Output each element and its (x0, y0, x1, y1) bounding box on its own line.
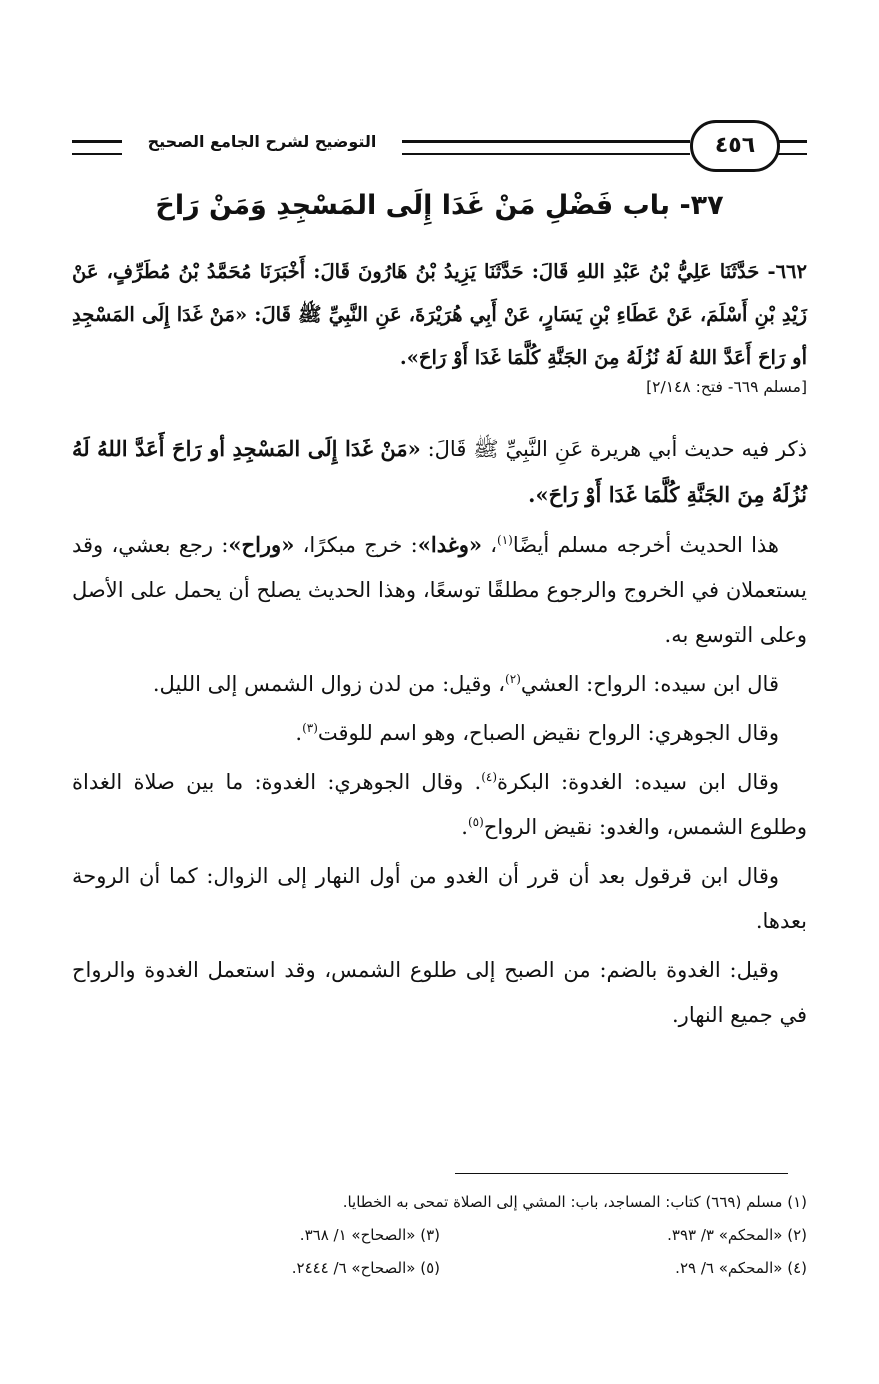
p2-text-a: هذا الحديث أخرجه مسلم أيضًا (512, 533, 780, 557)
p2-text-b: ، (481, 533, 498, 557)
paragraph-1 (72, 426, 807, 518)
footnote-5: (٥) «الصحاح» ٦/ ٢٤٤٤. (291, 1259, 440, 1277)
paragraph-2 (72, 522, 807, 658)
page-number: ٤٥٦ (690, 120, 780, 172)
footnote-row-3 (72, 1252, 807, 1285)
footnote-row-2 (72, 1219, 807, 1252)
p1-quote: «مَنْ غَدَا إِلَى المَسْجِدِ أو رَاحَ أَعَدَّ اللهُ لَهُ نُزُلَهُ مِنَ الجَنَّةِ كُلَّمَا غَدَا أَوْ رَاحَ». (72, 436, 807, 507)
footnote-marker-4[interactable]: (٤) (481, 770, 498, 784)
running-title: التوضيح لشرح الجامع الصحيح (147, 132, 377, 151)
paragraph-5 (72, 760, 807, 850)
header-rule-right (777, 140, 807, 155)
p5-text-c: . (461, 815, 468, 839)
paragraph-3 (72, 662, 807, 707)
footnote-1: (١) مسلم (٦٦٩) كتاب: المساجد، باب: المشي إلى الصلاة تمحى به الخطايا. (342, 1193, 807, 1211)
header-rule-middle (402, 140, 690, 155)
p2-text-d: : رجع بعشي، وقد يستعملان في الخروج والرجوع مطلقًا توسعًا، وهذا الحديث يصلح أن يحمل على الأصل وعلى التوسع به. (72, 533, 807, 647)
footnote-marker-1[interactable]: (١) (497, 533, 513, 547)
header-rule-left (72, 140, 122, 155)
paragraph-7: وقيل: الغدوة بالضم: من الصبح إلى طلوع الشمس، وقد استعمل الغدوة والرواح في جميع النهار. (72, 958, 807, 1027)
footnote-marker-5[interactable]: (٥) (467, 815, 484, 829)
p2-term-ghada: «وغدا» (417, 532, 482, 557)
footnote-2: (٢) «المحكم» ٣/ ٣٩٣. (667, 1226, 807, 1244)
p1-intro: ذكر فيه حديث أبي هريرة عَنِ النَّبِيِّ ﷺ قَالَ: (420, 437, 807, 461)
p5-text-b: . وقال الجوهري: الغدوة: ما بين صلاة الغداة وطلوع الشمس، والغدو: نقيض الرواح (72, 770, 807, 839)
footnote-4: (٤) «المحكم» ٦/ ٢٩. (675, 1259, 807, 1277)
commentary-body (72, 426, 807, 1042)
chapter-title: ٣٧- باب فَضْلِ مَنْ غَدَا إِلَى المَسْجِدِ وَمَنْ رَاحَ (155, 190, 724, 221)
p5-text-a: وقال ابن سيده: الغدوة: البكرة (497, 770, 779, 794)
page-header (72, 118, 807, 174)
p2-text-c: : خرج مبكرًا، (294, 533, 418, 557)
footnote-divider (455, 1173, 788, 1174)
p3-text-b: ، وقيل: من لدن زوال الشمس إلى الليل. (152, 672, 506, 696)
footnote-marker-3[interactable]: (٣) (302, 721, 318, 735)
p2-term-raha: «وراح» (228, 532, 295, 557)
p4-text-a: وقال الجوهري: الرواح نقيض الصباح، وهو اسم للوقت (317, 721, 779, 745)
paragraph-6: وقال ابن قرقول بعد أن قرر أن الغدو من أول النهار إلى الزوال: كما أن الروحة بعدها. (72, 864, 807, 933)
footnote-row-1 (72, 1186, 807, 1219)
footnote-3: (٣) «الصحاح» ١/ ٣٦٨. (299, 1226, 440, 1244)
hadith-text: ٦٦٢- حَدَّثَنَا عَلِيُّ بْنُ عَبْدِ اللهِ قَالَ: حَدَّثَنَا يَزِيدُ بْنُ هَارُونَ قَالَ: أَخْبَرَنَا مُحَمَّدُ بْنُ مُطَرِّفٍ، عَنْ زَيْدِ بْنِ أَسْلَمَ، عَنْ عَطَاءِ بْنِ يَسَارٍ، عَنْ أَبِي هُرَيْرَةَ، عَنِ النَّبِيِّ ﷺ قَالَ: «مَنْ غَدَا إِلَى المَسْجِدِ أو رَاحَ أَعَدَّ اللهُ لَهُ نُزُلَهُ مِنَ الجَنَّةِ كُلَّمَا غَدَا أَوْ رَاحَ». (72, 260, 807, 369)
footnotes (72, 1186, 807, 1285)
footnote-marker-2[interactable]: (٢) (505, 672, 521, 686)
p3-text-a: قال ابن سيده: الرواح: العشي (520, 672, 779, 696)
paragraph-4 (72, 711, 807, 756)
hadith-reference: [مسلم ٦٦٩- فتح: ٢/١٤٨] (646, 378, 807, 396)
p4-text-b: . (295, 721, 303, 745)
